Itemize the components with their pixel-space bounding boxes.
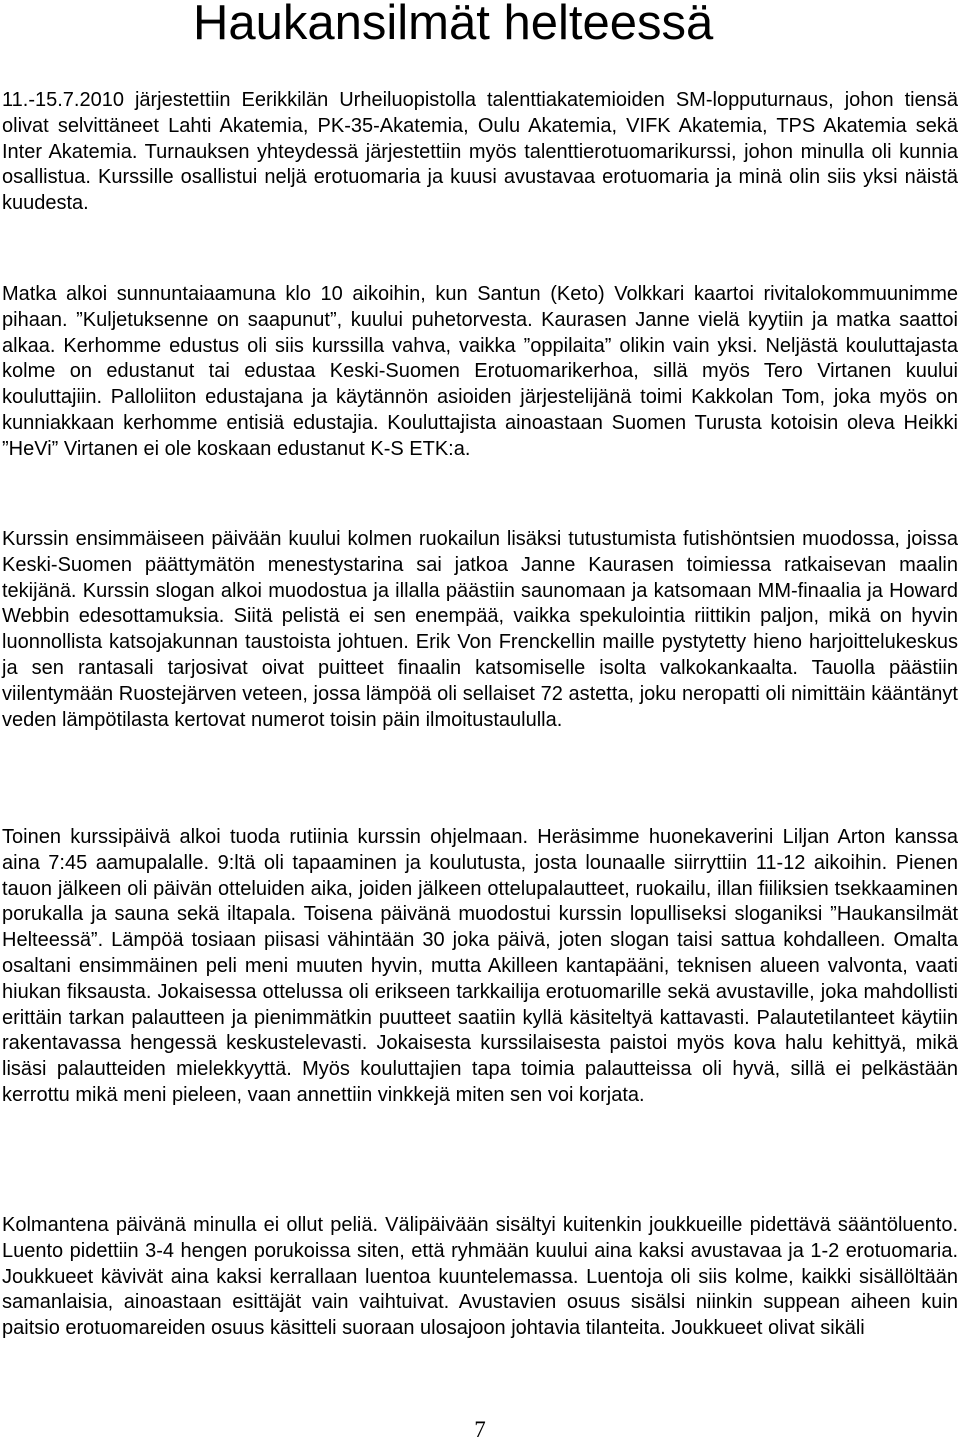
page-title: Haukansilmät helteessä bbox=[193, 0, 714, 50]
paragraph-journey: Matka alkoi sunnuntaiaamuna klo 10 aikoihin, kun Santun (Keto) Volkkari kaartoi rivitalokommuunimme pihaan. ”Kuljetuksenne on saapunut”, kuului puhetorvesta. Kaurasen Janne vielä kyytiin ja matka saattoi alkaa. Kerhomme edustus oli siis kurssilla vahva, vaikka ”oppilaita” olikin vain yksi. Neljästä kouluttajasta kolme on edustanut tai edustaa Keski-Suomen Erotuomarikerhoa, sillä myös Tero Virtanen kuului kouluttajiin. Palloliiton edustajana ja käytännön asioiden järjestelijänä toimi Kakkolan Tom, joka myös on kunniakkaan kerhomme entisiä edustajia. Kouluttajista ainoastaan Suomen Turusta kotoisin oleva Heikki ”HeVi” Virtanen ei ole koskaan edustanut K-S ETK:a. bbox=[2, 283, 958, 460]
paragraph-first-day: Kurssin ensimmäiseen päivään kuului kolmen ruokailun lisäksi tutustumista futishöntsien muodossa, joissa Keski-Suomen päättymätön menestystarina sai jatkoa Janne Kaurasen toimiessa ratkaisevan maalin tekijänä. Kurssin slogan alkoi muodostua ja illalla päästiin saunomaan ja katsomaan MM-finaalia ja Howard Webbin edesottamuksia. Siitä pelistä ei sen enempää, vaikka spekulointia riittikin paljon, mikä on hyvin luonnollista katsojakunnan taustoista johtuen. Erik Von Frenckellin maille pystytetty hieno harjoittelukeskus ja sen rantasali tarjosivat oivat puitteet finaalin katsomiselle isolta valkokankaalta. Tauolla päästiin viilentymään Ruostejärven veteen, jossa lämpöä oli sellaiset 72 astetta, joku neropatti oli nimittäin kääntänyt veden lämpötilasta kertovat numerot toisin päin ilmoitustaululla. bbox=[2, 528, 958, 731]
page-number: 7 bbox=[474, 1417, 486, 1442]
paragraph-third-day: Kolmantena päivänä minulla ei ollut peliä. Välipäivään sisältyi kuitenkin joukkueille pidettävä sääntöluento. Luento pidettiin 3-4 hengen porukoissa siten, että ryhmään kuului aina kaksi avustavaa ja 1-2 erotuomaria. Joukkueet kävivät aina kaksi kerrallaan luentoa kuuntelemassa. Luentoja oli siis kolme, kaikki sisällöltään samanlaisia, ainoastaan esittäjät vain vaihtuivat. Avustavien osuus sisälsi niinkin suppean aiheen kuin paitsio erotuomareiden osuus käsitteli suoraan ulosajoon johtavia tilanteita. Joukkueet olivat sikäli bbox=[2, 1214, 958, 1340]
paragraph-second-day: Toinen kurssipäivä alkoi tuoda rutiinia kurssin ohjelmaan. Heräsimme huonekaverini Liljan Arton kanssa aina 7:45 aamupalalle. 9:ltä oli tapaaminen ja koulutusta, josta lounaalle siirryttiin 11-12 aikoihin. Pienen tauon jälkeen oli päivän otteluiden aika, joiden jälkeen ottelupalautteet, ruokailu, illan fiiliksien tsekkaaminen porukalla ja sauna sekä iltapala. Toisena päivänä muodostui kurssin lopulliseksi sloganiksi ”Haukansilmät Helteessä”. Lämpöä tosiaan piisasi vähintään 30 joka päivä, joten slogan taisi sattua kohdalleen. Omalta osaltani ensimmäinen peli meni muuten hyvin, mutta Akilleen kantapääni, teknisen alueen valvonta, vaati hiukan fiksausta. Jokaisessa ottelussa oli erikseen tarkkailija erotuomarille sekä avustaville, joka mahdollisti erittäin tarkan palautteen ja pienimmätkin puutteet saatiin kyllä käsiteltyä kattavasti. Palautetilanteet käytiin rakentavassa hengessä keskustelevasti. Jokaisesta kurssilaisesta paistoi myös kova halu kehittyä, mikä lisäsi palautteiden mielekkyyttä. Myös kouluttajien tapa toimia palautteissa oli hyvä, sillä ei pelkästään kerrottu mikä meni pieleen, vaan annettiin vinkkejä miten sen voi korjata. bbox=[2, 826, 958, 1106]
paragraph-intro: 11.-15.7.2010 järjestettiin Eerikkilän Urheiluopistolla talenttiakatemioiden SM-lopputurnaus, johon tiensä olivat selvittäneet Lahti Akatemia, PK-35-Akatemia, Oulu Akatemia, VIFK Akatemia, TPS Akatemia sekä Inter Akatemia. Turnauksen yhteydessä järjestettiin myös talenttierotuomarikurssi, johon minulla oli kunnia osallistua. Kurssille osallistui neljä erotuomaria ja kuusi avustavaa erotuomaria ja minä olin siis yksi näistä kuudesta. bbox=[2, 89, 958, 215]
